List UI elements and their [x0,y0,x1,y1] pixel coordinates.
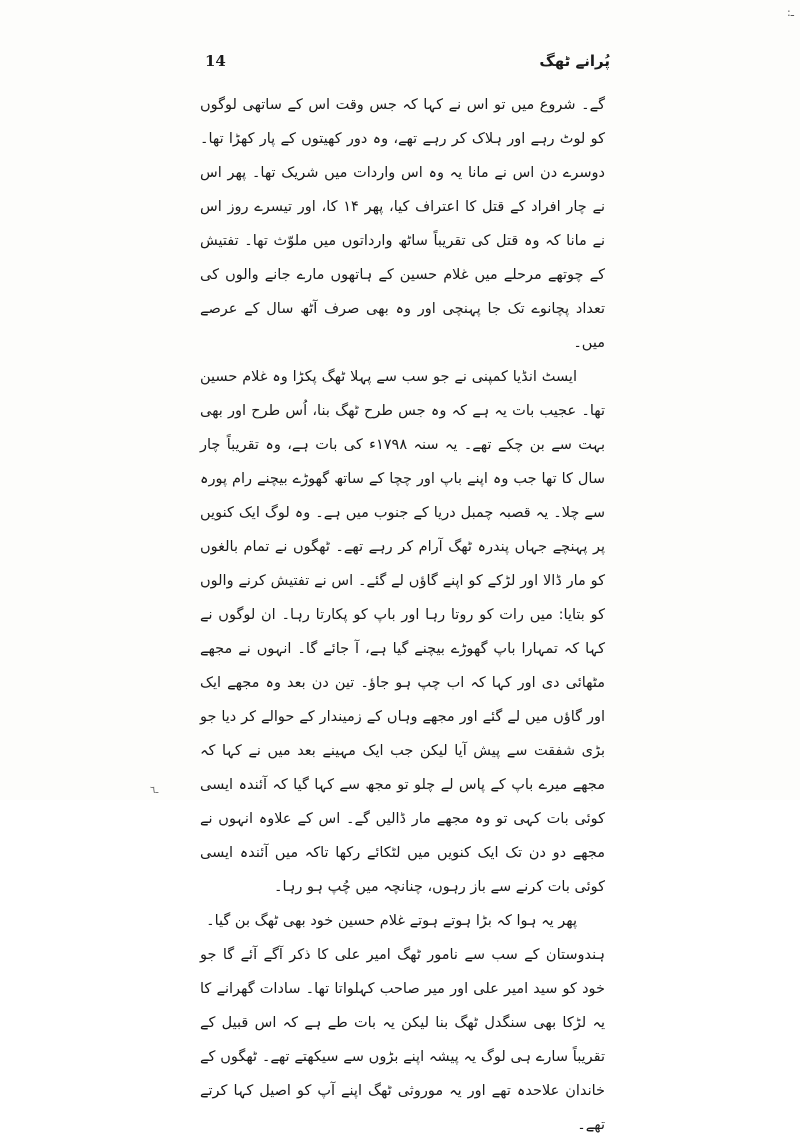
body-text [200,88,605,1142]
paragraph-3: پھر یہ ہوا کہ بڑا ہوتے ہوتے غلام حسین خود بھی ٹھگ بن گیا۔ [206,913,577,929]
paragraph-1: گے۔ شروع میں تو اس نے کہا کہ جس وقت اس کے ساتھی لوگوں کو لوٹ رہے اور ہلاک کر رہے تھے، وہ دور کھیتوں کے پار کھڑا تھا۔ دوسرے دن اس نے مانا یہ وہ اس واردات میں شریک تھا۔ پھر اس نے چار افراد کے قتل کا اعتراف کیا، پھر ۱۴ کا، اور تیسرے روز اس نے مانا کہ وہ قتل کی تقریباً ساٹھ وارداتوں میں ملوّث تھا۔ تفتیش کے چوتھے مرحلے میں غلام حسین کے ہاتھوں مارے جانے والوں کی تعداد پچانوے تک جا پہنچی اور وہ بھی صرف آٹھ سال کے عرصے میں۔ [200,97,605,351]
page-header [205,52,610,80]
corner-mark: :ـ [787,6,794,19]
footer-mark: ـ٦ [150,785,159,796]
running-head: پُرانے ٹھگ [539,52,610,70]
paragraph-4: ہندوستان کے سب سے نامور ٹھگ امیر علی کا ذکر آگے آئے گا جو خود کو سید امیر علی اور میر صاحب کہلواتا تھا۔ سادات گھرانے کا یہ لڑکا بھی سنگدل ٹھگ بنا لیکن یہ بات طے ہے کہ اس قبیل کے تقریباً سارے ہی لوگ یہ پیشہ اپنے بڑوں سے سیکھتے تھے۔ ٹھگوں کے خاندان علاحدہ تھے اور یہ موروثی ٹھگ اپنے آپ کو اصیل کہا کرتے تھے۔ [200,947,605,1133]
paragraph-2: ایسٹ انڈیا کمپنی نے جو سب سے پہلا ٹھگ پکڑا وہ غلام حسین تھا۔ عجیب بات یہ ہے کہ وہ جس طرح ٹھگ بنا، اُس طرح اور بھی بہت سے بن چکے تھے۔ یہ سنہ ۱۷۹۸ء کی بات ہے، وہ تقریباً چار سال کا تھا جب وہ اپنے باپ اور چچا کے ساتھ گھوڑے بیچنے رام پورہ سے چلا۔ یہ قصبہ چمبل دریا کے جنوب میں ہے۔ وہ لوگ ایک کنویں پر پہنچے جہاں پندرہ ٹھگ آرام کر رہے تھے۔ ٹھگوں نے تمام بالغوں کو مار ڈالا اور لڑکے کو اپنے گاؤں لے گئے۔ اس نے تفتیش کرنے والوں کو بتایا: میں رات کو روتا رہا اور باپ کو پکارتا رہا۔ ان لوگوں نے کہا کہ تمہارا باپ گھوڑے بیچنے گیا ہے، آ جائے گا۔ انہوں نے مجھے مٹھائی دی اور کہا کہ اب چپ ہو جاؤ۔ تین دن بعد وہ مجھے ایک اور گاؤں میں لے گئے اور مجھے وہاں کے زمیندار کے حوالے کر دیا جو بڑی شفقت سے پیش آیا لیکن جب ایک مہینے بعد میں نے کہا کہ مجھے میرے باپ کے پاس لے چلو تو مجھ سے کہا گیا کہ آئندہ ایسی کوئی بات کہی تو وہ مجھے مار ڈالیں گے۔ اس کے علاوہ انہوں نے مجھے دو دن تک ایک کنویں میں لٹکائے رکھا تاکہ میں آئندہ ایسی کوئی بات کرنے سے باز رہوں، چنانچہ میں چُپ ہو رہا۔ [200,369,605,895]
page-number: 14 [205,52,226,70]
